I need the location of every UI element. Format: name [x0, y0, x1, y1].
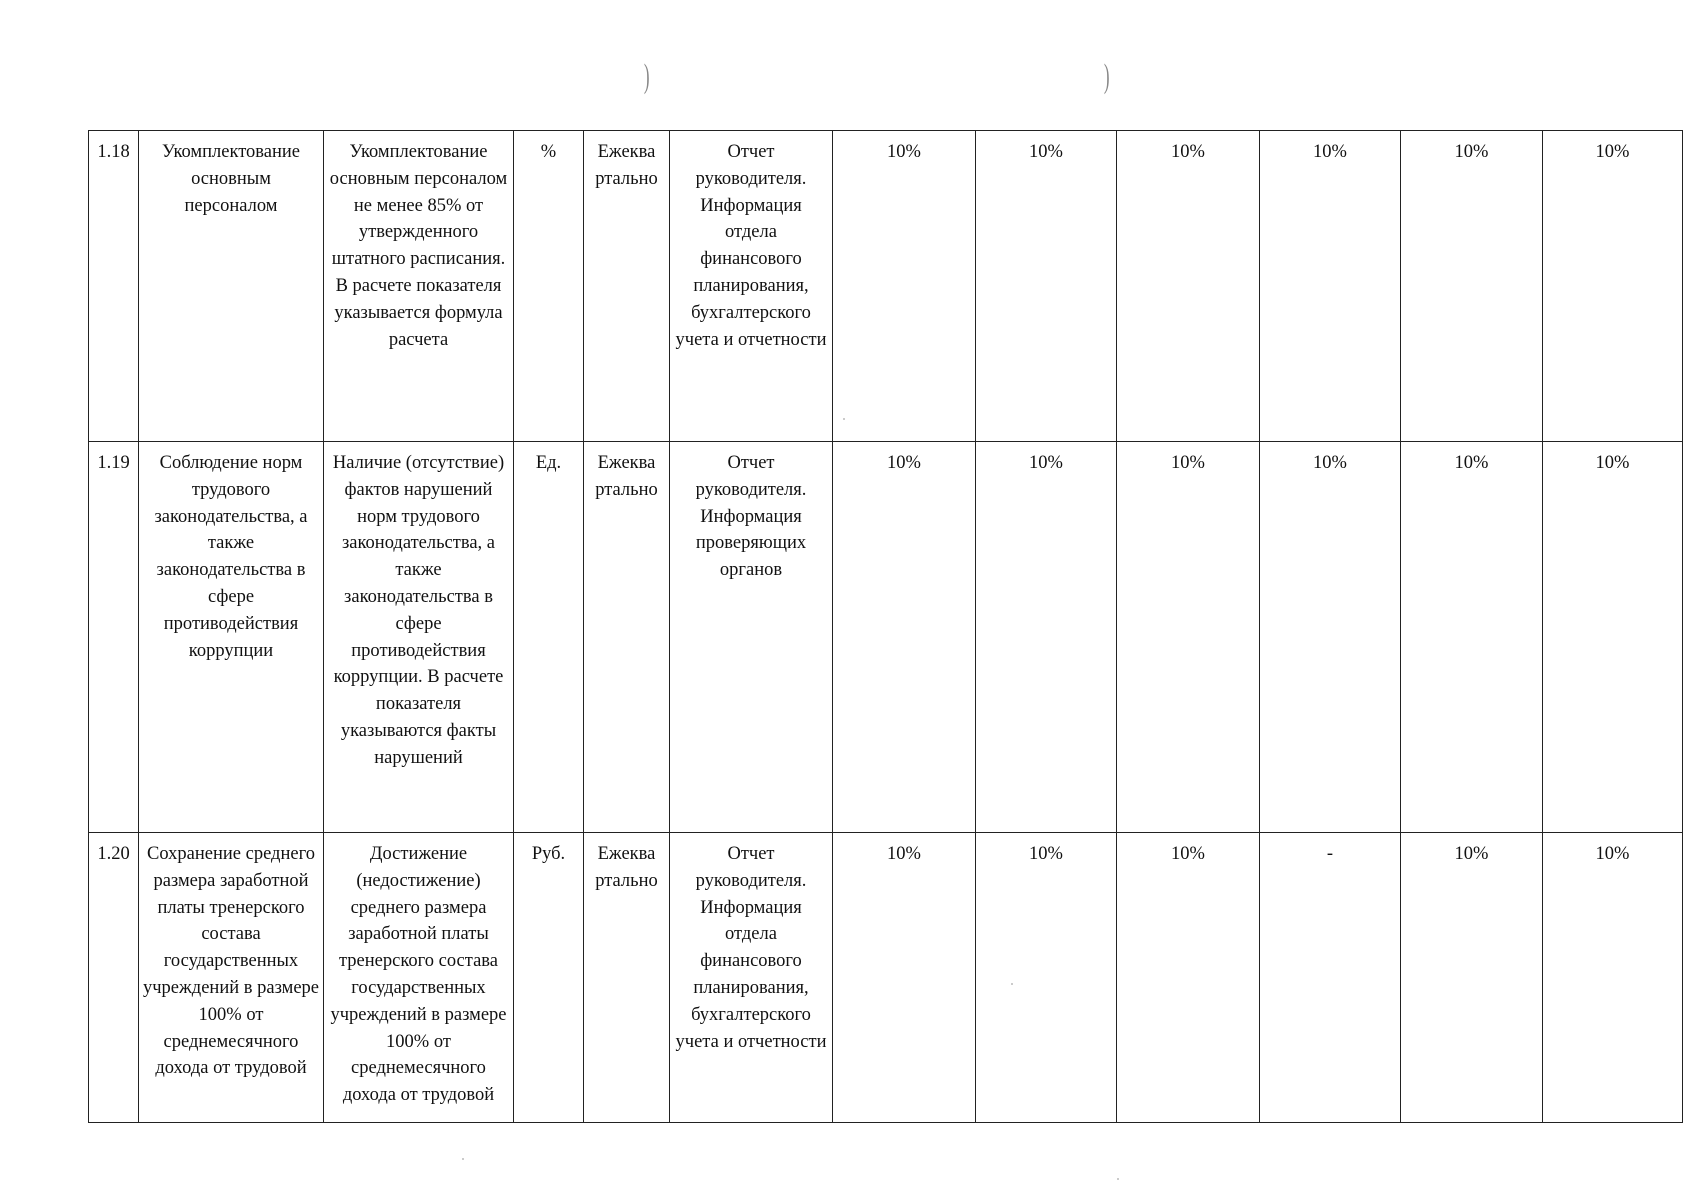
- scan-speck: [843, 418, 845, 420]
- unit-of-measure: Ед.: [514, 442, 584, 833]
- indicator-criterion: Наличие (отсутствие) фактов нарушений норм трудового законодательства, а также законодательства в сфере противодействия коррупции. В расчете показателя указываются факты нарушений: [324, 442, 514, 833]
- value-cell: 10%: [976, 833, 1117, 1123]
- unit-of-measure: %: [514, 131, 584, 442]
- periodicity: Ежеква ртально: [584, 131, 670, 442]
- value-cell: 10%: [1117, 833, 1260, 1123]
- scan-speck: [1117, 1178, 1119, 1180]
- indicator-name: Укомплектование основным персоналом: [139, 131, 324, 442]
- data-source: Отчет руководителя. Информация отдела финансового планирования, бухгалтерского учета и отчетности: [670, 833, 833, 1123]
- indicators-table: [88, 130, 1683, 1123]
- value-cell: 10%: [1117, 131, 1260, 442]
- value-cell: 10%: [833, 442, 976, 833]
- indicator-name: Соблюдение норм трудового законодательства, а также законодательства в сфере противодействия коррупции: [139, 442, 324, 833]
- value-cell: 10%: [1401, 833, 1543, 1123]
- scan-speck: [462, 1158, 464, 1160]
- value-cell: 10%: [1543, 442, 1683, 833]
- value-cell: 10%: [976, 131, 1117, 442]
- row-number: 1.18: [89, 131, 139, 442]
- indicator-criterion: Достижение (недостижение) среднего размера заработной платы тренерского состава государственных учреждений в размере 100% от среднемесячного дохода от трудовой: [324, 833, 514, 1123]
- scan-speck: [1011, 983, 1013, 985]
- periodicity: Ежеква ртально: [584, 833, 670, 1123]
- value-cell: 10%: [1543, 833, 1683, 1123]
- value-cell: 10%: [1260, 131, 1401, 442]
- table-row: [89, 131, 1683, 442]
- indicator-criterion: Укомплектование основным персоналом не менее 85% от утвержденного штатного расписания. В расчете показателя указывается формула расчета: [324, 131, 514, 442]
- value-cell: -: [1260, 833, 1401, 1123]
- value-cell: 10%: [1401, 131, 1543, 442]
- unit-of-measure: Руб.: [514, 833, 584, 1123]
- scan-mark-right: ): [1103, 58, 1110, 95]
- table-row: [89, 442, 1683, 833]
- value-cell: 10%: [833, 131, 976, 442]
- value-cell: 10%: [1260, 442, 1401, 833]
- indicator-name: Сохранение среднего размера заработной платы тренерского состава государственных учреждений в размере 100% от среднемесячного дохода от трудовой: [139, 833, 324, 1123]
- value-cell: 10%: [833, 833, 976, 1123]
- value-cell: 10%: [1117, 442, 1260, 833]
- value-cell: 10%: [1543, 131, 1683, 442]
- value-cell: 10%: [1401, 442, 1543, 833]
- data-source: Отчет руководителя. Информация проверяющих органов: [670, 442, 833, 833]
- value-cell: 10%: [976, 442, 1117, 833]
- row-number: 1.19: [89, 442, 139, 833]
- scan-mark-left: ): [643, 58, 650, 95]
- data-source: Отчет руководителя. Информация отдела финансового планирования, бухгалтерского учета и отчетности: [670, 131, 833, 442]
- row-number: 1.20: [89, 833, 139, 1123]
- periodicity: Ежеква ртально: [584, 442, 670, 833]
- table-row: [89, 833, 1683, 1123]
